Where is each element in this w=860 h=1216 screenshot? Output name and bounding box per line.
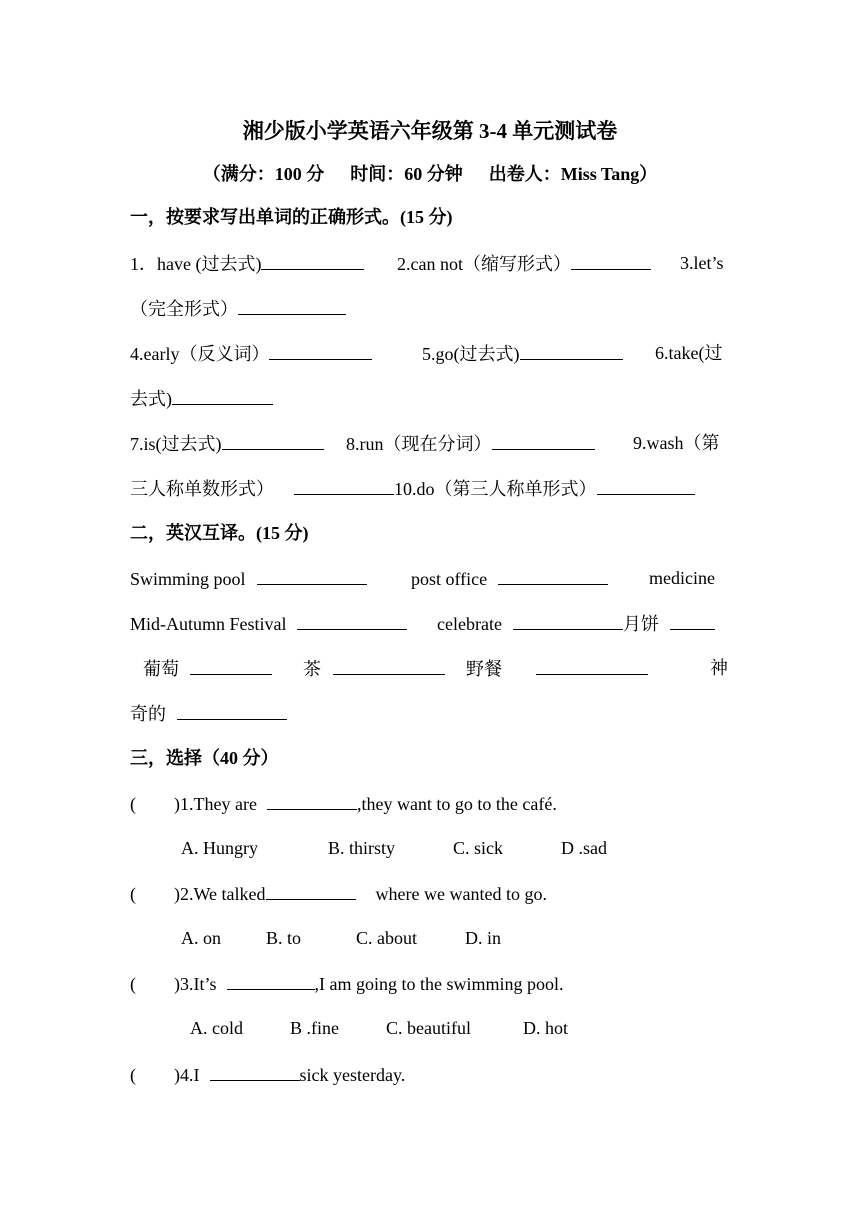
q1-1-text: 1．have (过去式) bbox=[130, 254, 262, 274]
q2-10-text: 奇的 bbox=[130, 704, 166, 724]
q3-1-text: )1.They are bbox=[174, 794, 257, 814]
answer-blank[interactable] bbox=[498, 566, 608, 585]
q1-7-text: 7.is(过去式) bbox=[130, 434, 222, 454]
answer-bracket-open[interactable]: ( bbox=[130, 1065, 136, 1085]
answer-blank[interactable] bbox=[261, 251, 364, 270]
q1-10-text: 10.do（第三人称单形式） bbox=[394, 479, 597, 499]
answer-blank[interactable] bbox=[333, 656, 445, 675]
answer-bracket-open[interactable]: ( bbox=[130, 794, 136, 814]
q1-4 bbox=[130, 341, 372, 366]
q2-1 bbox=[130, 566, 367, 591]
answer-blank[interactable] bbox=[190, 656, 272, 675]
section-2-heading: 二，英汉互译。(15 分) bbox=[130, 523, 309, 543]
q2-6-text: 月饼 bbox=[622, 614, 659, 634]
q3-1 bbox=[130, 791, 557, 816]
q2-4-text: Mid-Autumn Festival bbox=[130, 614, 287, 634]
q3-3-option-d[interactable]: D. hot bbox=[523, 1018, 568, 1038]
q3-2-text: )2.We talked bbox=[174, 884, 266, 904]
q1-9-cont bbox=[130, 476, 695, 501]
exam-info-open: （ bbox=[202, 164, 221, 184]
answer-blank[interactable] bbox=[266, 881, 356, 900]
q1-3: 3.let’s bbox=[680, 253, 724, 273]
section-3-heading: 三，选择（40 分） bbox=[130, 748, 279, 768]
q2-3: medicine bbox=[649, 568, 715, 588]
answer-blank[interactable] bbox=[257, 566, 367, 585]
answer-blank[interactable] bbox=[269, 341, 372, 360]
answer-bracket-open[interactable]: ( bbox=[130, 884, 136, 904]
q1-3-cont bbox=[130, 296, 346, 321]
exam-info-close: ） bbox=[639, 164, 658, 184]
q3-4 bbox=[130, 1062, 405, 1087]
q1-8 bbox=[346, 431, 595, 456]
q3-3-text: )3.It’s bbox=[174, 974, 217, 994]
q3-3-rest: ,I am going to the swimming pool. bbox=[314, 974, 564, 994]
q3-2-option-b[interactable]: B. to bbox=[266, 928, 302, 948]
answer-blank[interactable] bbox=[513, 611, 623, 630]
exam-info bbox=[0, 160, 860, 186]
q2-8-text: 茶 bbox=[303, 659, 321, 679]
q1-9: 9.wash（第 bbox=[633, 433, 720, 453]
answer-blank[interactable] bbox=[597, 476, 695, 495]
q3-2-option-a[interactable]: A. on bbox=[181, 928, 221, 948]
answer-blank[interactable] bbox=[172, 386, 273, 405]
q1-6-text: 去式) bbox=[130, 389, 172, 409]
answer-blank[interactable] bbox=[238, 296, 346, 315]
q2-9 bbox=[466, 656, 648, 681]
q1-2 bbox=[397, 251, 651, 276]
q3-1-rest: ,they want to go to the café. bbox=[356, 794, 557, 814]
q3-1-option-c[interactable]: C. sick bbox=[453, 838, 504, 858]
q3-3-option-a[interactable]: A. cold bbox=[190, 1018, 243, 1038]
answer-blank[interactable] bbox=[670, 611, 715, 630]
q1-6-cont bbox=[130, 386, 273, 411]
q1-5 bbox=[422, 341, 623, 366]
page-title: 湘少版小学英语六年级第 3-4 单元测试卷 bbox=[242, 119, 618, 143]
q3-2-option-d[interactable]: D. in bbox=[465, 928, 501, 948]
q2-1-text: Swimming pool bbox=[130, 569, 246, 589]
answer-blank[interactable] bbox=[571, 251, 651, 270]
answer-blank[interactable] bbox=[227, 971, 315, 990]
q3-2-rest: where we wanted to go. bbox=[375, 884, 547, 904]
q3-4-text: )4.I bbox=[174, 1065, 200, 1085]
q2-5 bbox=[437, 611, 715, 636]
q1-9-text: 三人称单数形式） bbox=[130, 479, 274, 499]
answer-bracket-open[interactable]: ( bbox=[130, 974, 136, 994]
q3-2-option-c[interactable]: C. about bbox=[356, 928, 417, 948]
q2-4 bbox=[130, 611, 407, 636]
answer-blank[interactable] bbox=[177, 701, 287, 720]
q2-9-text: 野餐 bbox=[466, 659, 502, 679]
q2-10-cont bbox=[130, 701, 287, 726]
q2-7-text: 葡萄 bbox=[143, 659, 179, 679]
q2-2 bbox=[411, 566, 608, 591]
q1-8-text: 8.run（现在分词） bbox=[346, 434, 492, 454]
q1-2-text: 2.can not（缩写形式） bbox=[397, 254, 571, 274]
q2-7 bbox=[143, 656, 272, 681]
q3-1-option-d[interactable]: D .sad bbox=[561, 838, 607, 858]
q1-7 bbox=[130, 431, 324, 456]
exam-time: 时间：60 分钟 bbox=[350, 164, 463, 184]
q3-4-rest: sick yesterday. bbox=[299, 1065, 406, 1085]
q2-5-text: celebrate bbox=[437, 614, 502, 634]
answer-blank[interactable] bbox=[520, 341, 623, 360]
answer-blank[interactable] bbox=[267, 791, 357, 810]
q3-2 bbox=[130, 881, 547, 906]
q3-3-option-b[interactable]: B .fine bbox=[290, 1018, 339, 1038]
q2-8 bbox=[303, 656, 445, 681]
q2-2-text: post office bbox=[411, 569, 488, 589]
answer-blank[interactable] bbox=[297, 611, 407, 630]
q3-1-option-b[interactable]: B. thirsty bbox=[328, 838, 396, 858]
exam-author: 出卷人：Miss Tang bbox=[488, 164, 640, 184]
section-1-heading: 一，按要求写出单词的正确形式。(15 分) bbox=[130, 207, 453, 227]
q1-4-text: 4.early（反义词） bbox=[130, 344, 270, 364]
answer-blank[interactable] bbox=[222, 431, 324, 450]
q1-6: 6.take(过 bbox=[655, 343, 723, 363]
q1-3-text: （完全形式） bbox=[130, 299, 238, 319]
answer-blank[interactable] bbox=[536, 656, 648, 675]
q3-3-option-c[interactable]: C. beautiful bbox=[386, 1018, 471, 1038]
full-score: 满分：100 分 bbox=[220, 164, 325, 184]
q1-1 bbox=[130, 251, 364, 276]
answer-blank[interactable] bbox=[492, 431, 595, 450]
q1-5-text: 5.go(过去式) bbox=[422, 344, 520, 364]
answer-blank[interactable] bbox=[294, 476, 394, 495]
q3-3 bbox=[130, 971, 564, 996]
answer-blank[interactable] bbox=[210, 1062, 300, 1081]
q2-10: 神 bbox=[710, 658, 728, 678]
q3-1-option-a[interactable]: A. Hungry bbox=[181, 838, 258, 858]
